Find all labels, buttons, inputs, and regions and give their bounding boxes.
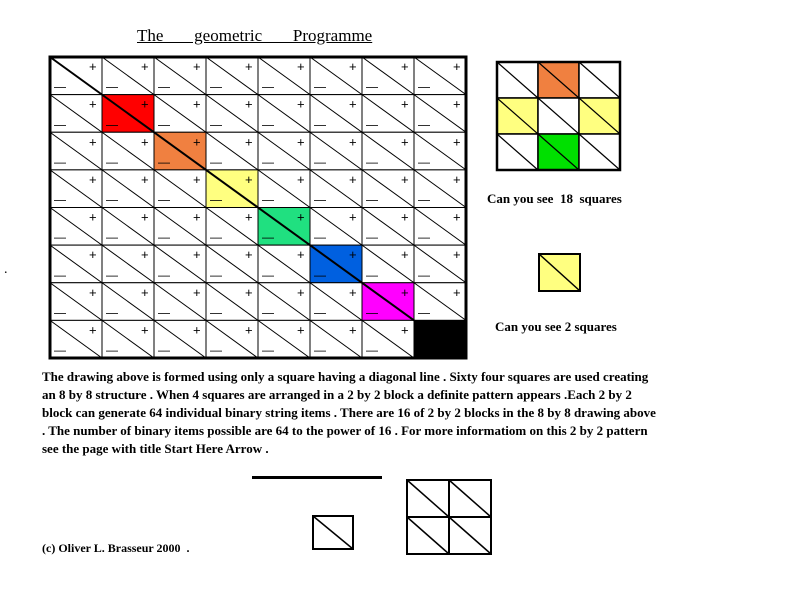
cell-minus-sign: — xyxy=(158,154,170,169)
cell-minus-sign: — xyxy=(262,117,274,132)
small-3x3-grid xyxy=(495,60,623,172)
cell-plus-sign: + xyxy=(401,96,409,112)
caption-2-squares: Can you see 2 squares xyxy=(495,319,617,334)
cell-minus-sign: — xyxy=(366,230,378,245)
cell-minus-sign: — xyxy=(314,267,326,282)
cell-minus-sign: — xyxy=(210,230,222,245)
cell-minus-sign: — xyxy=(418,154,430,169)
cell-minus-sign: — xyxy=(158,230,170,245)
cell-plus-sign: + xyxy=(297,96,305,112)
description-text: The drawing above is formed using only a square having a diagonal line . Sixty four squares are used creating an 8 by 8 structure . When 4 squares are arranged in a 2 by 2 block a definite pattern appears .Each 2 by 2 block can generate 64 individual binary string items . There are 16 of 2 by 2 blocks in the 8 by 8 drawing above . The number of binary items possible are 64 to the power of 16 . For more informatiom on this 2 by 2 pattern see the page with title xyxy=(42,369,656,456)
cell-minus-sign: — xyxy=(106,154,118,169)
cell-minus-sign: — xyxy=(158,79,170,94)
cell-plus-sign: + xyxy=(141,96,149,112)
cell-plus-sign: + xyxy=(141,284,149,300)
cell-plus-sign: + xyxy=(401,59,409,74)
cell-plus-sign: + xyxy=(193,171,201,187)
cell-minus-sign: — xyxy=(366,267,378,282)
cell-minus-sign: — xyxy=(54,267,66,282)
cell-plus-sign: + xyxy=(453,96,461,112)
cell-plus-sign: + xyxy=(245,322,253,338)
cell-minus-sign: — xyxy=(418,192,430,207)
cell-plus-sign: + xyxy=(453,209,461,225)
caption-18-squares: Can you see 18 squares xyxy=(487,191,622,206)
description-end: . xyxy=(262,441,269,456)
start-here-arrow-link[interactable]: Start Here Arrow xyxy=(164,441,263,456)
cell-plus-sign: + xyxy=(297,134,305,150)
cell-plus-sign: + xyxy=(401,171,409,187)
cell-plus-sign: + xyxy=(141,209,149,225)
cell-plus-sign: + xyxy=(349,171,357,187)
cell-minus-sign: — xyxy=(366,154,378,169)
cell-minus-sign: — xyxy=(106,192,118,207)
cell-minus-sign: — xyxy=(418,117,430,132)
cell-minus-sign: — xyxy=(366,117,378,132)
cell-plus-sign: + xyxy=(141,171,149,187)
cell-minus-sign: — xyxy=(106,230,118,245)
cell-minus-sign: — xyxy=(314,192,326,207)
cell-plus-sign: + xyxy=(453,284,461,300)
cell-minus-sign: — xyxy=(314,230,326,245)
cell-plus-sign: + xyxy=(297,209,305,225)
cell-minus-sign: — xyxy=(54,305,66,320)
cell-plus-sign: + xyxy=(193,284,201,300)
cell-plus-sign: + xyxy=(89,322,97,338)
cell-minus-sign: — xyxy=(158,305,170,320)
cell-minus-sign: — xyxy=(262,154,274,169)
main-8x8-grid xyxy=(48,55,468,360)
cell-plus-sign: + xyxy=(193,247,201,263)
cell-plus-sign: + xyxy=(349,322,357,338)
cell-minus-sign: — xyxy=(366,305,378,320)
cell-plus-sign: + xyxy=(89,134,97,150)
cell-minus-sign: — xyxy=(210,79,222,94)
cell-plus-sign: + xyxy=(245,247,253,263)
cell-minus-sign: — xyxy=(262,79,274,94)
cell-plus-sign: + xyxy=(349,59,357,74)
copyright-text: (c) Oliver L. Brasseur 2000 . xyxy=(42,541,190,555)
page-dot: . xyxy=(4,262,8,277)
cell-plus-sign: + xyxy=(245,96,253,112)
cell-minus-sign: — xyxy=(106,267,118,282)
page-title: The geometric Programme xyxy=(137,26,373,45)
cell-plus-sign: + xyxy=(89,284,97,300)
cell-minus-sign: — xyxy=(314,79,326,94)
cell-plus-sign: + xyxy=(401,322,409,338)
cell-plus-sign: + xyxy=(193,322,201,338)
cell-minus-sign: — xyxy=(314,305,326,320)
cell-minus-sign: — xyxy=(158,343,170,357)
cell-minus-sign: — xyxy=(262,192,274,207)
cell-plus-sign: + xyxy=(193,96,201,112)
cell-minus-sign: — xyxy=(418,79,430,94)
cell-minus-sign: — xyxy=(366,343,378,357)
cell-minus-sign: — xyxy=(314,343,326,357)
cell-minus-sign: — xyxy=(210,267,222,282)
cell-plus-sign: + xyxy=(245,134,253,150)
cell-plus-sign: + xyxy=(297,59,305,74)
cell-minus-sign: — xyxy=(210,117,222,132)
cell-minus-sign: — xyxy=(106,305,118,320)
cell-minus-sign: — xyxy=(314,154,326,169)
cell-plus-sign: + xyxy=(453,59,461,74)
cell-plus-sign: + xyxy=(349,209,357,225)
cell-plus-sign: + xyxy=(349,284,357,300)
cell-minus-sign: — xyxy=(54,343,66,357)
cell-plus-sign: + xyxy=(193,134,201,150)
cell-plus-sign: + xyxy=(401,209,409,225)
cell-minus-sign: — xyxy=(158,192,170,207)
two-by-two-block xyxy=(405,478,495,558)
cell-plus-sign: + xyxy=(453,247,461,263)
cell-minus-sign: — xyxy=(210,154,222,169)
cell-minus-sign: — xyxy=(418,230,430,245)
cell-minus-sign: — xyxy=(418,305,430,320)
cell-plus-sign: + xyxy=(193,209,201,225)
cell-plus-sign: + xyxy=(401,134,409,150)
cell-minus-sign: — xyxy=(54,117,66,132)
cell-plus-sign: + xyxy=(89,247,97,263)
cell-plus-sign: + xyxy=(245,209,253,225)
cell-plus-sign: + xyxy=(141,247,149,263)
cell-plus-sign: + xyxy=(141,322,149,338)
cell-minus-sign: — xyxy=(210,192,222,207)
cell-minus-sign: — xyxy=(106,343,118,357)
cell-plus-sign: + xyxy=(89,209,97,225)
cell-minus-sign: — xyxy=(262,267,274,282)
cell-minus-sign: — xyxy=(210,305,222,320)
cell-plus-sign: + xyxy=(141,59,149,74)
cell-plus-sign: + xyxy=(89,96,97,112)
cell-plus-sign: + xyxy=(297,322,305,338)
single-diagonal-square xyxy=(311,514,356,552)
cell-plus-sign: + xyxy=(349,134,357,150)
cell-plus-sign: + xyxy=(453,171,461,187)
cell-plus-sign: + xyxy=(245,171,253,187)
cell-plus-sign: + xyxy=(245,59,253,74)
cell-minus-sign: — xyxy=(106,79,118,94)
single-yellow-square xyxy=(538,253,582,293)
cell-minus-sign: — xyxy=(54,79,66,94)
cell-minus-sign: — xyxy=(262,305,274,320)
cell-minus-sign: — xyxy=(210,343,222,357)
cell-minus-sign: — xyxy=(158,117,170,132)
cell-plus-sign: + xyxy=(297,171,305,187)
description-paragraph xyxy=(42,368,660,458)
cell-minus-sign: — xyxy=(106,117,118,132)
cell-plus-sign: + xyxy=(89,59,97,74)
cell-plus-sign: + xyxy=(297,247,305,263)
cell-plus-sign: + xyxy=(141,134,149,150)
cell-minus-sign: — xyxy=(366,192,378,207)
cell-plus-sign: + xyxy=(401,284,409,300)
cell-minus-sign: — xyxy=(314,117,326,132)
cell-minus-sign: — xyxy=(54,230,66,245)
cell-minus-sign: — xyxy=(158,267,170,282)
cell-minus-sign: — xyxy=(262,230,274,245)
cell-plus-sign: + xyxy=(193,59,201,74)
cell-plus-sign: + xyxy=(401,247,409,263)
cell-plus-sign: + xyxy=(89,171,97,187)
cell-plus-sign: + xyxy=(297,284,305,300)
cell-plus-sign: + xyxy=(349,96,357,112)
cell-minus-sign: — xyxy=(262,343,274,357)
cell-plus-sign: + xyxy=(349,247,357,263)
cell-minus-sign: — xyxy=(54,192,66,207)
cell-plus-sign: + xyxy=(453,134,461,150)
cell-minus-sign: — xyxy=(366,79,378,94)
cell-minus-sign: — xyxy=(418,267,430,282)
cell-minus-sign: — xyxy=(54,154,66,169)
link-underline xyxy=(252,476,382,479)
cell-plus-sign: + xyxy=(245,284,253,300)
